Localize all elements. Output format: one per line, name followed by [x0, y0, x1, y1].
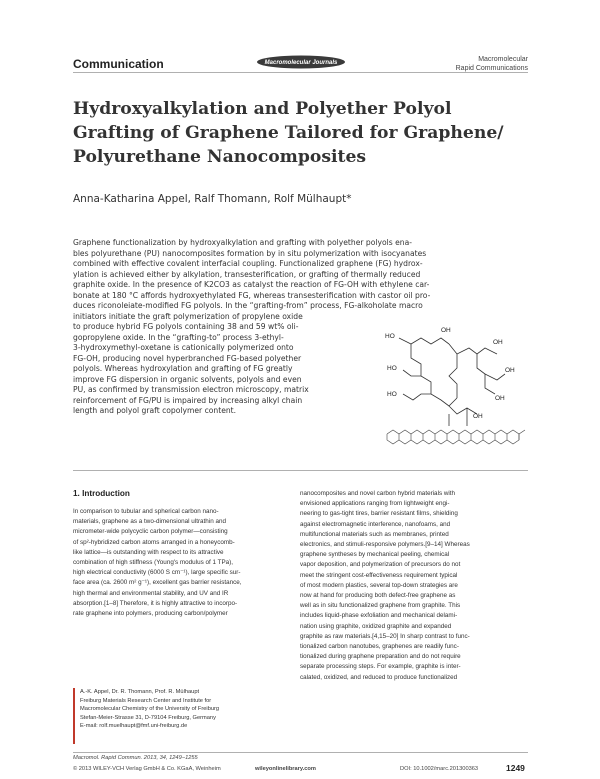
affiliation-accent-bar — [73, 688, 75, 744]
oh-label: HO — [385, 333, 395, 340]
footer-copyright: © 2013 WILEY-VCH Verlag GmbH & Co. KGaA, Weinheim — [73, 766, 221, 772]
body-line: absorption.[1–8] Therefore, it is highly attractive to incorpo- — [73, 599, 238, 607]
body-line: neering to gas-tight tires, barrier resistant films, shielding — [300, 510, 458, 518]
body-line: combination of high stiffness (Young's modulus of 1 TPa), — [73, 559, 234, 567]
oh-label: OH — [505, 367, 515, 374]
affiliation-line: Freiburg Materials Research Center and Institute for — [80, 697, 212, 704]
graphene-sheet — [387, 430, 525, 444]
body-line: calated, oxidized, and reduced to produce functionalized — [300, 673, 458, 681]
header-rule — [73, 72, 528, 73]
body-line: like lattice—is outstanding with respect to its attractive — [73, 548, 224, 556]
oh-label: OH — [441, 327, 451, 334]
footer-website-link[interactable]: wileyonlinelibrary.com — [255, 766, 316, 772]
body-line: meet the stringent cost-effectiveness requirement typical — [300, 571, 458, 579]
oh-label: HO — [387, 391, 397, 398]
abstract-line: bles polyurethane (PU) nanocomposites formation by in situ polymerization with isocyanates — [73, 248, 427, 258]
body-line: In comparison to tubular and spherical carbon nano- — [73, 508, 219, 515]
abstract-line: reinforcement of FG/PU is impaired by increasing alkyl chain — [73, 395, 303, 405]
footer-citation: Macromol. Rapid Commun. 2013, 34, 1249−1255 — [73, 755, 198, 761]
title-line: Hydroxyalkylation and Polyether Polyol — [73, 99, 452, 119]
affiliation-block — [80, 688, 285, 731]
abstract-line: ylation is achieved either by alkylation, transesterification, or grafting of thermally reduced — [73, 269, 421, 279]
page-number: 1249 — [506, 763, 525, 773]
abstract-line: combined with effective covalent interfacial coupling. Functionalized graphene (FG) hydrox- — [73, 259, 423, 268]
abstract-line: graphite oxide. In the presence of K2CO3 as catalyst the reaction of FG-OH with ethylene car- — [73, 280, 430, 289]
body-line: envisioned applications ranging from lightweight engi- — [300, 500, 450, 508]
abstract-line: duces riconoleiate-modified FG polyols. In the “grafting-from” process, FG-alkoholate macro — [73, 301, 423, 310]
journal-logo — [255, 55, 347, 71]
journal-name-line1: Macromolecular — [478, 56, 528, 63]
abstract-line: to produce hybrid FG polyols containing 38 and 59 wt% oli- — [73, 322, 299, 331]
section-heading: 1. Introduction — [73, 489, 130, 498]
body-line: of sp²-hybridized carbon atoms arranged in a honeycomb- — [73, 538, 235, 546]
abstract-line: improve FG dispersion in organic solvents, polyols and even — [73, 374, 302, 384]
abstract-line: bonate at 180 °C affords hydroxyethylated FG, whereas transesterification with castor oil pro- — [73, 290, 431, 300]
footer-doi[interactable]: DOI: 10.1002/marc.201300363 — [400, 766, 479, 772]
body-line: high thermal and environmental stability, and UV and IR — [73, 589, 229, 597]
abstract-line: initiators initiate the graft polymerization of propylene oxide — [73, 311, 303, 321]
journal-name-line2: Rapid Communications — [455, 65, 528, 72]
body-line: materials, graphene as a two-dimensional ultrathin and — [73, 518, 226, 526]
abstract-line: gopropylene oxide. In the “grafting-to” process 3-ethyl- — [73, 332, 284, 342]
body-line: graphite as raw materials.[4,15–20] In sharp contrast to func- — [300, 632, 470, 640]
body-line: face area (ca. 2600 m² g⁻¹), excellent gas barrier resistance, — [73, 579, 242, 587]
polyol-structure — [399, 338, 505, 426]
oh-label: HO — [387, 365, 397, 372]
affiliation-line: Macromolecular Chemistry of the University of Freiburg — [80, 706, 220, 713]
oh-label: OH — [473, 413, 483, 420]
intro-column-right — [300, 489, 528, 683]
body-line: vapor deposition, and polymerization of precursors do not — [300, 561, 461, 569]
article-title — [73, 97, 533, 169]
abstract-rule — [73, 470, 528, 471]
section-label: Communication — [73, 57, 164, 71]
abstract-line: length and polyol graft copolymer content. — [73, 406, 237, 415]
abstract-line: Graphene functionalization by hydroxyalkylation and grafting with polyether polyols ena- — [73, 238, 412, 247]
abstract-line: FG-OH, producing novel hyperbranched FG-based polyether — [73, 353, 302, 363]
footer-rule — [73, 752, 528, 753]
title-line: Polyurethane Nanocomposites — [73, 147, 367, 167]
body-line: graphene syntheses by mechanical peeling, chemical — [300, 551, 450, 559]
body-line: high electrical conductivity (6000 S cm⁻¹), large specific sur- — [73, 569, 241, 577]
abstract-line: polyols. Whereas hydroxylation and grafting of FG greatly — [73, 364, 293, 373]
body-line: includes liquid-phase exfoliation and mechanical delami- — [300, 612, 458, 620]
body-line: multifunctional materials such as membranes, printed — [300, 530, 449, 538]
body-line: of most modern plastics, several top-down strategies are — [300, 581, 458, 589]
journal-logo-text: Macromolecular Journals — [264, 60, 338, 66]
body-line: nation using graphite, oxidized graphite and expanded — [300, 622, 452, 630]
graphical-abstract-figure — [385, 318, 530, 448]
body-line: tionalized carbon nanotubes, graphenes are readily func- — [300, 643, 459, 651]
oh-label: OH — [493, 339, 503, 346]
abstract-line: PU, as confirmed by transmission electron microscopy, matrix — [73, 385, 309, 394]
author-list: Anna-Katharina Appel, Ralf Thomann, Rolf Mülhaupt* — [73, 193, 352, 205]
body-line: against electromagnetic interference, nanofoams, and — [300, 520, 451, 528]
body-line: well as in situ functionalized graphene from graphite. This — [300, 602, 461, 610]
body-line: separate processing steps. For example, graphite is inter- — [300, 663, 461, 671]
affiliation-email[interactable]: E-mail: rolf.muelhaupt@fmf.uni-freiburg.de — [80, 723, 188, 730]
abstract-line: 3-hydroxymethyl-oxetane is cationically polymerized onto — [73, 343, 294, 352]
body-line: now at hand for producing both defect-free graphene as — [300, 592, 456, 600]
oh-label: OH — [495, 395, 505, 402]
body-line: micrometer-wide polycyclic carbon polymer—consisting — [73, 528, 228, 536]
body-line: electronics, and stimuli-responsive polymers.[9–14] Whereas — [300, 541, 470, 549]
body-line: tionalized during graphene preparation and do not require — [300, 653, 461, 661]
intro-column-left — [73, 507, 285, 619]
title-line: Grafting of Graphene Tailored for Graphene/ — [73, 123, 504, 143]
affiliation-line: A.-K. Appel, Dr. R. Thomann, Prof. R. Mülhaupt — [80, 689, 200, 695]
body-line: rate graphene into polymers, producing carbon/polymer — [73, 610, 228, 618]
body-line: nanocomposites and novel carbon hybrid materials with — [300, 490, 456, 497]
affiliation-line: Stefan-Meier-Strasse 31, D-79104 Freiburg, Germany — [80, 714, 216, 721]
journal-name — [456, 55, 528, 73]
